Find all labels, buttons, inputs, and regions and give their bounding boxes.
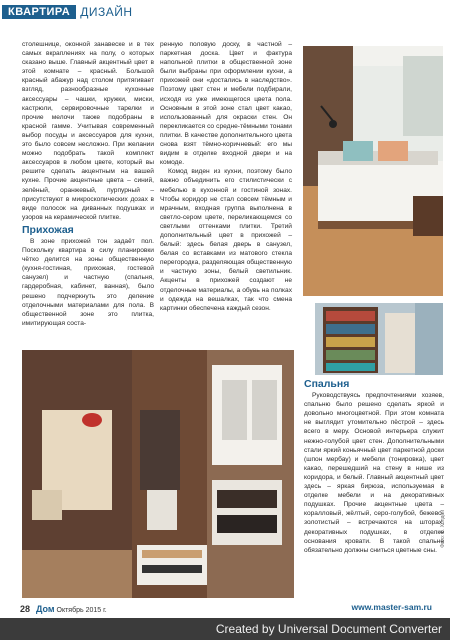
rubric-box: КВАРТИРА [2,5,76,19]
column-1 [22,40,154,328]
column-3 [304,376,444,555]
col1-paragraph-1: столешнице, оконной занавеске и в тех самых вкраплениях на полу, о которых сказано выше. Главный акцентный цвет в этой комнате – красный. Большой красный абажур над столом притягивает взгляд, разнообразные кухонные аксессуары – чашки, кружки, миски, кастрюли, сервировочные тарелки и прочие мелочи также подобраны в красной гамме. Учитывая современный выбор посуды и аксессуаров для кухни, это было совсем несложно. При желании можно подобрать такой комплект аксессуаров в любом цвете, который вы решите сделать акцентным на вашей кухне. Прочие акцентные цвета – синий, зелёный, оранжевый, пурпурный – присутствуют в микроскопических дозах в виде полосок на диванных подушках и узоров на керамической плитке. [22,41,154,221]
photo-credit: Фото: В. Холдей [440,510,446,548]
site-url[interactable]: www.master-sam.ru [351,602,432,612]
heading-hallway: Прихожая [22,223,74,236]
rubric [2,3,132,21]
issue-date: Октябрь 2015 г. [56,607,107,614]
rubric-section: ДИЗАЙН [80,5,133,19]
magazine-issue [36,604,107,614]
hallway-photo [22,350,294,598]
converter-watermark: Created by Universal Document Converter [0,618,450,640]
page-number: 28 [20,604,31,614]
col2-paragraph-1: ренную половую доску, в частной – паркетная доска. Цвет и фактура напольной плитки в общественной зоне были выбраны при оформлении кухни, а прихожей они «достались в наследство». Поэтому цвет стен и мебели подбирали, исходя из уже имеющегося цвета пола. Основным в этой зоне стал цвет какао, использованный для окраски стен. Он перекликается со средне-тёмными тонами плитки. В качестве дополнительного цвета снова взят тёмно-коричневый: его мы видим в отделке входной двери и на комоде. [160,41,292,167]
column-2 [160,40,292,313]
col3-paragraph-1: Руководствуясь предпочтениями хозяев, спальню было решено сделать яркой и довольно многоцветной. При этом комната не выглядит утомительно пёстрой – здесь всего в меру. Основой интерьера служит нежно-голубой цвет стен. Дополнительными стали яркий коньячный цвет паркетной доски (шпон мербау) и мебели (тонировка), цвет какао, перешедший на стену в нише из коридора, и белый. Главный акцентный цвет здесь – яркая бирюза, используемая в отделке мебели и на декоративных подушках. Прочие акцентные цвета – коралловый, жёлтый, серо-голубой, бежево-золотистый – встречаются на шторах, декоративных подушках, в отделке основания кровати. В такой спальне обязательно должны сниться цветные сны. [304,392,444,554]
bookshelf-photo [315,303,443,375]
heading-bedroom: Спальня [304,378,350,390]
col2-paragraph-2: Комод виден из кухни, поэтому было важно объединить его стилистически с мебелью в кухонной и гостиной зонах. Чтобы коридор не стал совсем тёмным и мрачным, входная группа выполнена в светло-сером цвете, переликающемся со светлыми оттенками плитки. Третий дополнительный цвет в прихожей – белый: здесь белая дверь в санузел, белая со вставками из матового стекла перегородка, разделяющая общественную и частную зоны, белый светильник. Акценты в прихожей создают не отделочные материалы, а обувь на полках и одежда на вешалках, так что смена картинки обеспечена каждый сезон. [160,168,292,312]
magazine-logo: Дом [36,604,55,614]
col1-paragraph-2: В зоне прихожей тон задаёт пол. Поскольку квартира в силу планировки чётко делится на зоны общественную (кухня-гостиная, прихожая, гостевой санузел) и частную (спальня, гардеробная, кабинет, ванная), было решено подчеркнуть это деление отделочными материалами для пола. В общественной зоне это плитка, имитирующая соста- [22,237,154,327]
bedroom-photo [303,46,443,296]
